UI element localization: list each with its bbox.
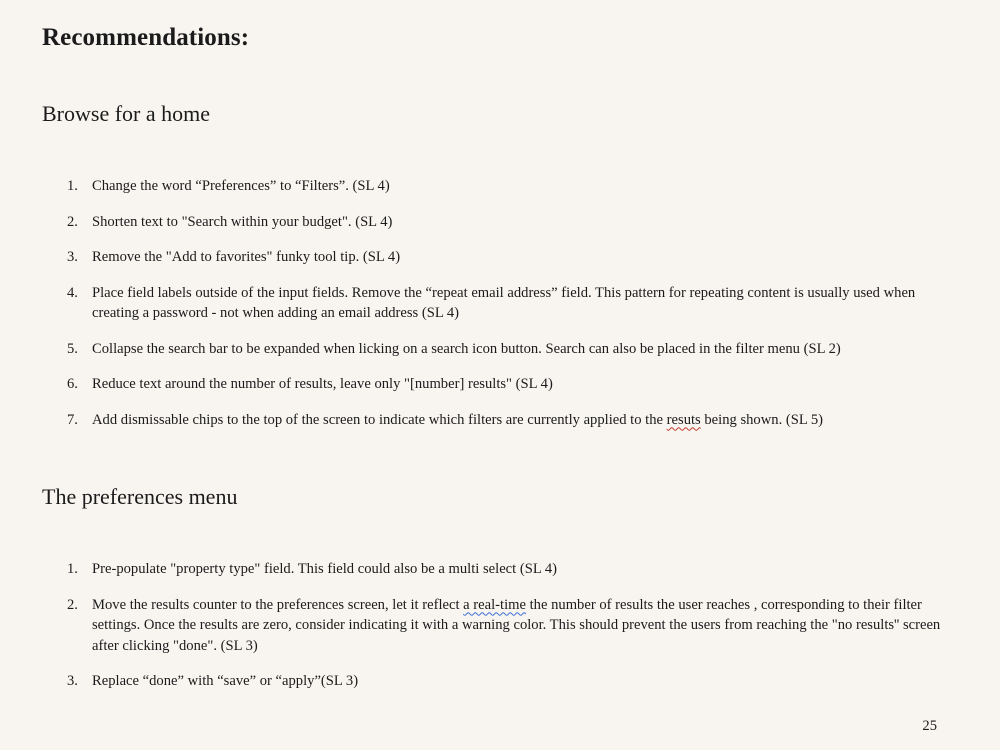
list-item: [67, 212, 947, 233]
list-item-text: Change the word “Preferences” to “Filters”. (SL 4): [92, 178, 390, 194]
list-item-text: Replace “done” with “save” or “apply”(SL 3): [92, 673, 359, 689]
text-segment: the number of results the user reaches , corresponding to their filter settings. Once the results are zero, consider indicating it with a warning color. This should prevent the users from reaching the "no results'' screen after clicking "done". (SL 3): [92, 596, 941, 654]
list-number: 3.: [67, 249, 78, 265]
section-heading-browse: Browse for a home: [42, 101, 211, 126]
text-segment: Move the results counter to the preferences screen, let it reflect: [92, 596, 464, 613]
list-item: [67, 374, 947, 395]
list-number: 3.: [67, 673, 78, 689]
list-item-text: Pre-populate "property type" field. This field could also be a multi select (SL 4): [92, 561, 558, 577]
list-item: [67, 176, 947, 197]
list-item-text: Place field labels outside of the input fields. Remove the “repeat email address” field. This pattern for repeating content is usually used when creating a password - not when adding an email address (SL 4): [92, 284, 916, 321]
list-item: [67, 247, 947, 268]
preferences-recommendations-list: [67, 559, 947, 707]
list-item: [67, 595, 947, 657]
section-heading-preferences: The preferences menu: [42, 484, 238, 509]
list-item-text: [92, 597, 940, 654]
list-number: 1.: [67, 178, 78, 194]
list-number: 2.: [67, 596, 78, 613]
list-item-text: Collapse the search bar to be expanded when licking on a search icon button. Search can also be placed in the filter menu (SL 2): [92, 340, 841, 357]
list-number: 6.: [67, 376, 78, 392]
list-number: 4.: [67, 284, 78, 301]
list-item-text: Shorten text to "Search within your budget". (SL 4): [92, 213, 393, 230]
spelling-error-word[interactable]: resuts: [666, 411, 701, 428]
list-item: [67, 283, 947, 324]
page-number: 25: [922, 718, 937, 734]
list-number: 7.: [67, 411, 78, 428]
page-title: Recommendations:: [42, 24, 250, 51]
list-item: [67, 410, 947, 431]
list-item: [67, 339, 947, 360]
list-item: [67, 671, 947, 692]
list-item-text: Remove the "Add to favorites" funky tool tip. (SL 4): [92, 249, 401, 265]
grammar-flagged-phrase[interactable]: a real-time: [463, 596, 526, 613]
list-item: [67, 559, 947, 580]
text-segment: being shown. (SL 5): [700, 411, 824, 428]
list-number: 2.: [67, 213, 78, 230]
browse-recommendations-list: [67, 176, 947, 445]
list-number: 1.: [67, 561, 78, 577]
list-item-text: [92, 412, 823, 428]
list-item-text: Reduce text around the number of results, leave only "[number] results" (SL 4): [92, 376, 553, 392]
text-segment: Add dismissable chips to the top of the screen to indicate which filters are currently applied to the: [92, 411, 667, 428]
list-number: 5.: [67, 340, 78, 357]
